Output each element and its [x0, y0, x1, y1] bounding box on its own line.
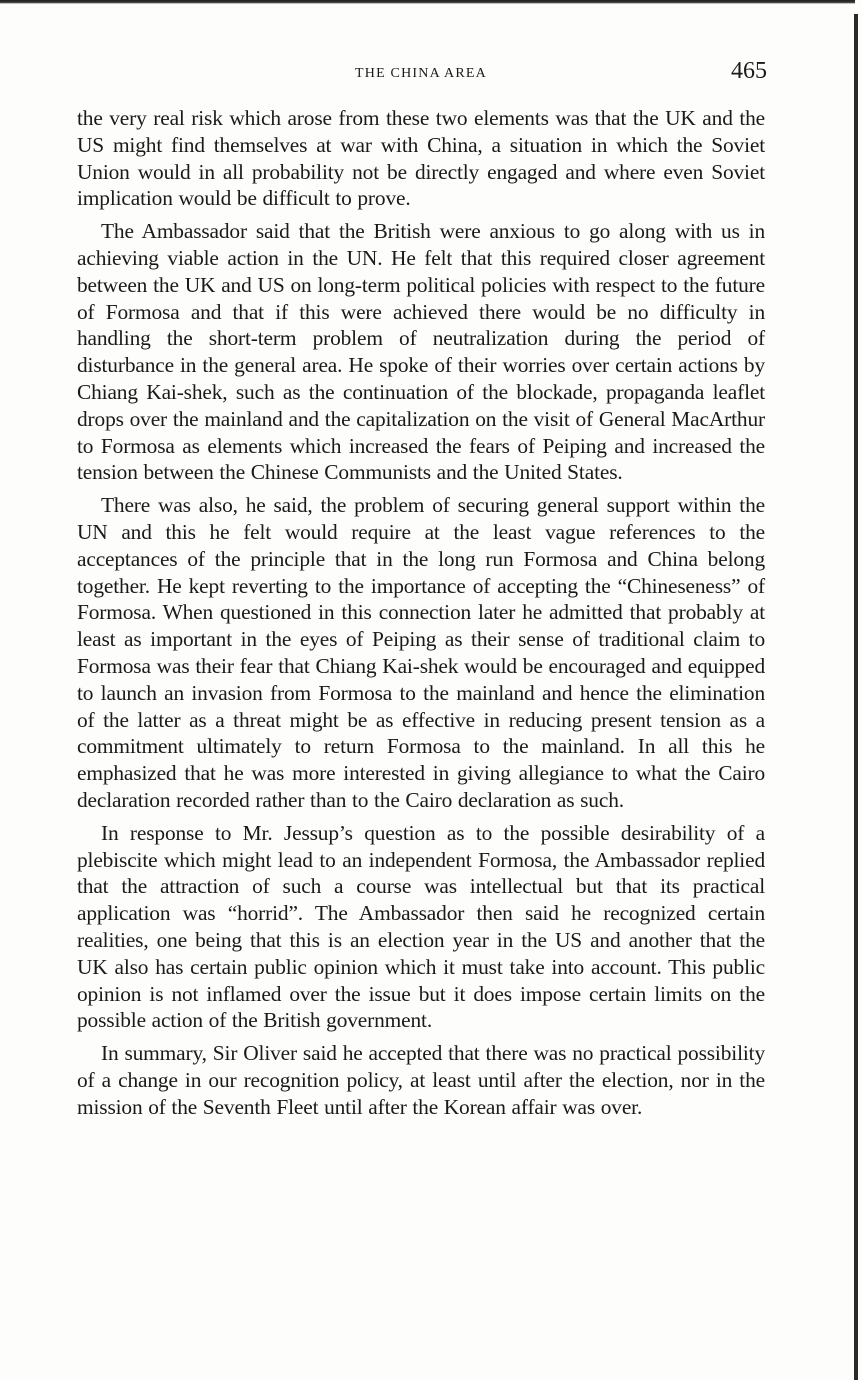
document-page	[77, 58, 765, 1126]
body-text	[77, 105, 765, 1120]
paragraph-ambassador-un: The Ambassador said that the British were anxious to go along with us in achieving viable action in the UN. He felt that this required closer agreement between the UK and US on long-term political policies with respect to the future of Formosa and that if this were achieved there would be no difficulty in handling the short-term problem of neutralization during the period of disturbance in the general area. He spoke of their worries over certain actions by Chiang Kai-shek, such as the continuation of the blockade, propaganda leaflet drops over the mainland and the capitalization on the visit of General MacArthur to Formosa as elements which increased the fears of Peiping and increased the tension between the Chinese Communists and the United States.	[77, 219, 765, 485]
page-top-edge-shadow	[0, 0, 855, 4]
running-title: THE CHINA AREA	[355, 66, 487, 81]
paragraph-general-support: There was also, he said, the problem of securing general support within the UN and this he felt would require at the least vague references to the acceptances of the principle that in the long run Formosa and China belong together. He kept reverting to the importance of accepting the “Chineseness” of Formosa. When questioned in this connection later he admitted that probably at least as important in the eyes of Peiping as their sense of traditional claim to Formosa was their fear that Chiang Kai-shek would be encouraged and equipped to launch an invasion from Formosa to the mainland and hence the elimination of the latter as a threat might be as effective in reducing present tension as a commitment ultimately to return Formosa to the mainland. In all this he emphasized that he was more interested in giving allegiance to what the Cairo declaration recorded rather than to the Cairo declaration as such.	[77, 493, 765, 812]
page-number: 465	[731, 58, 767, 84]
paragraph-plebiscite: In response to Mr. Jessup’s question as to the possible desirability of a plebiscite which might lead to an independent Formosa, the Ambassador replied that the attraction of such a course was intellectual but that its practical application was “horrid”. The Ambassador then said he recognized certain realities, one being that this is an election year in the US and another that the UK also has certain public opinion which it must take into account. This public opinion is not inflamed over the issue but it does impose certain limits on the possible action of the British government.	[77, 820, 765, 1033]
paragraph-summary: In summary, Sir Oliver said he accepted that there was no practical possibility of a change in our recognition policy, at least until after the election, nor in the mission of the Seventh Fleet until after the Korean affair was over.	[77, 1041, 765, 1119]
paragraph-continuation: the very real risk which arose from these two elements was that the UK and the US might find themselves at war with China, a situation in which the Soviet Union would in all probability not be directly engaged and where even Soviet implication would be difficult to prove.	[77, 106, 765, 211]
running-head	[77, 58, 765, 88]
page-binding-edge	[854, 14, 858, 1380]
